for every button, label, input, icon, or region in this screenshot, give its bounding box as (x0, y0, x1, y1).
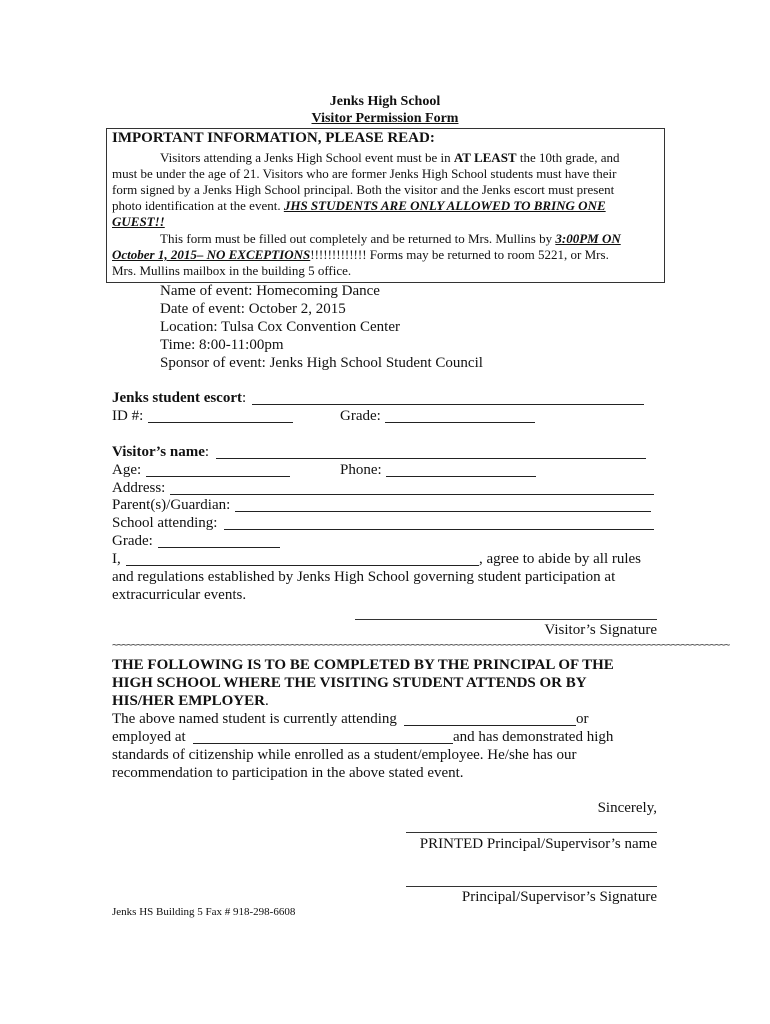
visitor-phone-field[interactable] (386, 464, 536, 477)
visitor-address-field[interactable] (170, 482, 654, 495)
separator-tildes: ~~~~~~~~~~~~~~~~~~~~~~~~~~~~~~~~~~~~~~~~~~~~~~~~~~~~~~~~~~~~~~~~~~~~~~~~~~~~~~~~~~~~~~~~~~~~~~~~~~~~~~~~~~~~~~~~~~~~~~~~~~~~~~~~ (112, 640, 730, 651)
sincerely: Sincerely, (597, 800, 657, 816)
important-p1-line3: form signed by a Jenks High School principal. Both the visitor and the Jenks escort must present (112, 182, 615, 197)
visitor-address-label: Address: (112, 480, 166, 496)
principal-printed-name-label: PRINTED Principal/Supervisor’s name (419, 836, 657, 852)
visitor-grade-field[interactable] (158, 535, 280, 548)
visitor-school-label: School attending: (112, 515, 218, 531)
principal-line2-a: employed at (112, 729, 186, 745)
visitor-school-field[interactable] (224, 517, 654, 530)
principal-signature-label: Principal/Supervisor’s Signature (461, 889, 657, 905)
p1-l4-emph: JHS STUDENTS ARE ONLY ALLOWED TO BRING ONE (283, 198, 606, 213)
footer-fax: Jenks HS Building 5 Fax # 918-298-6608 (112, 906, 296, 918)
important-p2-line2 (112, 247, 609, 263)
visitor-parent-label: Parent(s)/Guardian: (112, 497, 231, 513)
form-title-text: Visitor Permission Form (311, 111, 459, 126)
visitor-i-label: I, (112, 551, 121, 567)
escort-colon: : (242, 390, 247, 406)
important-p1-line1 (160, 150, 620, 166)
p1-l1-emph: AT LEAST (453, 150, 517, 165)
important-heading: IMPORTANT INFORMATION, PLEASE READ: (112, 130, 435, 146)
form-title (0, 111, 770, 127)
visitor-agree-text: , agree to abide by all rules (479, 551, 642, 567)
visitor-colon: : (204, 444, 210, 460)
escort-name-field[interactable] (252, 392, 644, 405)
escort-label: Jenks student escort (112, 390, 242, 406)
event-date: Date of event: October 2, 2015 (160, 301, 346, 317)
principal-line1-a: The above named student is currently attending (112, 711, 397, 727)
principal-attending-field[interactable] (404, 713, 576, 726)
event-location: Location: Tulsa Cox Convention Center (160, 319, 400, 335)
visitor-grade-label: Grade: (112, 533, 153, 549)
visitor-agree-name-field[interactable] (126, 553, 479, 566)
p1-l4-a: photo identification at the event. (112, 198, 284, 213)
visitor-age-field[interactable] (146, 464, 290, 477)
visitor-agree-line3: extracurricular events. (112, 587, 247, 603)
escort-row (112, 390, 246, 407)
escort-id-label: ID #: (112, 408, 144, 424)
p1-l1-a: Visitors attending a Jenks High School event must be in (160, 150, 454, 165)
principal-printed-name-line[interactable] (406, 832, 657, 833)
escort-grade-label: Grade: (340, 408, 381, 424)
visitor-signature-line[interactable] (355, 619, 657, 620)
school-name: Jenks High School (329, 94, 441, 109)
principal-line1-b: or (576, 711, 589, 727)
p2-l1-emph: 3:00PM ON (555, 231, 621, 246)
principal-heading-l3-text: HIS/HER EMPLOYER (112, 693, 265, 709)
visitor-name-row (112, 444, 209, 461)
escort-grade-field[interactable] (385, 410, 535, 423)
visitor-name-field[interactable] (216, 446, 646, 459)
important-p1-line4 (112, 198, 606, 214)
visitor-name-label: Visitor’s name (112, 444, 205, 460)
important-p1-line2: must be under the age of 21. Visitors who are former Jenks High School students must have their (112, 166, 617, 181)
visitor-parent-field[interactable] (235, 499, 651, 512)
event-sponsor: Sponsor of event: Jenks High School Student Council (160, 355, 483, 371)
escort-id-field[interactable] (148, 410, 293, 423)
visitor-signature-label: Visitor’s Signature (544, 622, 657, 638)
event-time: Time: 8:00-11:00pm (160, 337, 284, 353)
principal-line2-b: and has demonstrated high (453, 729, 614, 745)
visitor-agree-line2: and regulations established by Jenks High School governing student participation at (112, 569, 616, 585)
principal-heading-line3 (112, 693, 269, 710)
visitor-phone-label: Phone: (340, 462, 382, 478)
important-p2-line1 (160, 231, 621, 247)
p2-l2-emph: October 1, 2015– NO EXCEPTIONS (112, 247, 311, 262)
visitor-age-label: Age: (112, 462, 142, 478)
principal-employer-field[interactable] (193, 731, 453, 744)
p2-l2-b: !!!!!!!!!!!!! Forms may be returned to room 5221, or Mrs. (310, 247, 609, 262)
p2-l1-a: This form must be filled out completely and be returned to Mrs. Mullins by (160, 231, 556, 246)
principal-line4: recommendation to participation in the above stated event. (112, 765, 464, 781)
principal-heading-line1: THE FOLLOWING IS TO BE COMPLETED BY THE PRINCIPAL OF THE (112, 657, 614, 673)
important-p1-line5: GUEST!! (112, 214, 165, 229)
principal-line3: standards of citizenship while enrolled as a student/employee. He/she has our (112, 747, 577, 763)
important-p2-line3: Mrs. Mullins mailbox in the building 5 office. (112, 263, 352, 278)
principal-signature-line[interactable] (406, 886, 657, 887)
event-name: Name of event: Homecoming Dance (160, 283, 380, 299)
principal-heading-line2: HIGH SCHOOL WHERE THE VISITING STUDENT ATTENDS OR BY (112, 675, 587, 691)
p1-l1-c: the 10th grade, and (516, 150, 620, 165)
principal-heading-dot: . (264, 693, 269, 709)
